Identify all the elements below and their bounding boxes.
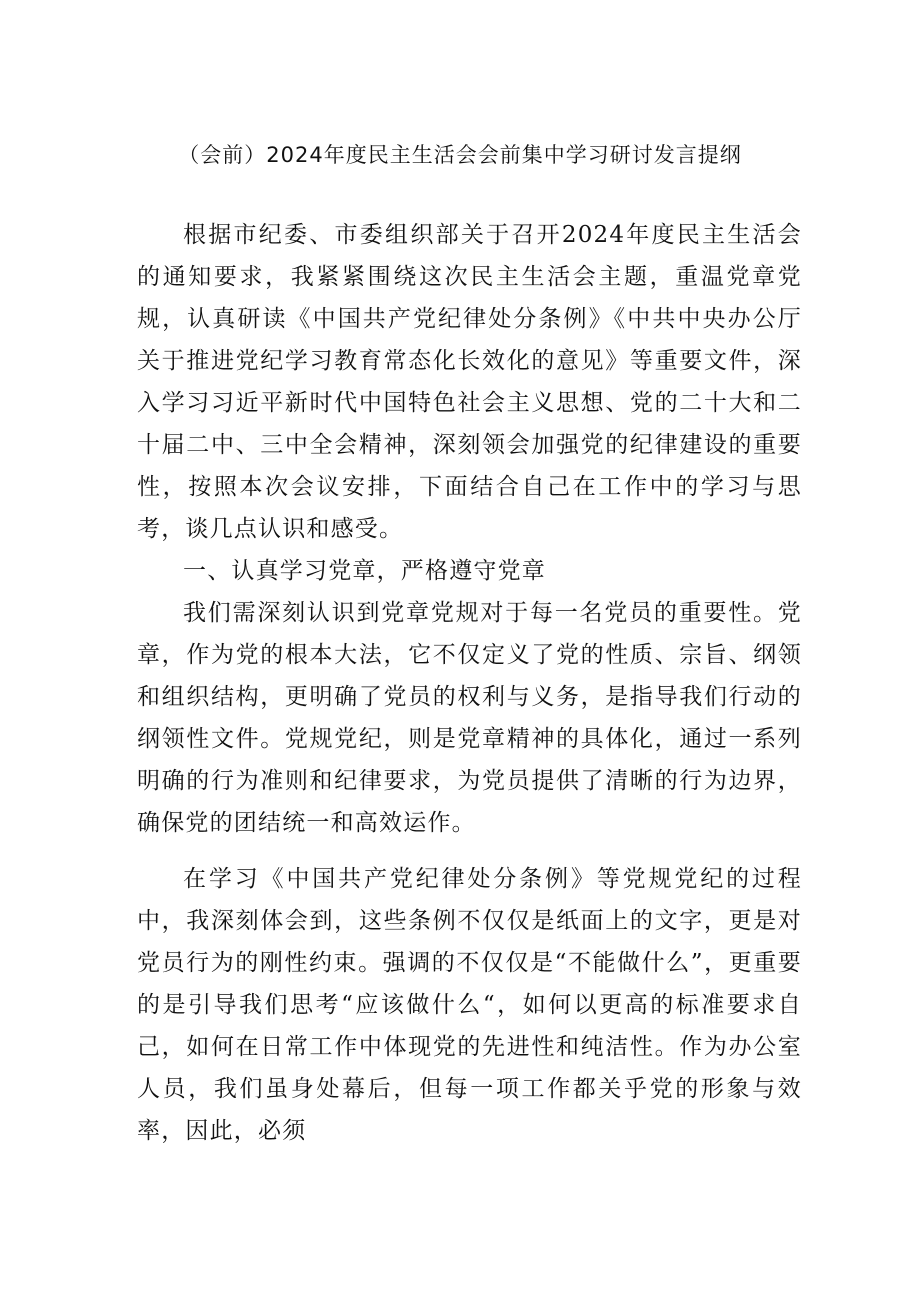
intro-paragraph: 根据市纪委、市委组织部关于召开2024年度民主生活会的通知要求，我紧紧围绕这次民主生活会主题，重温党章党规，认真研读《中国共产党纪律处分条例》《中共中央办公厅关于推进党纪学习教育常态化长效化的意见》等重要文件，深入学习习近平新时代中国特色社会主义思想、党的二十大和二十届二中、三中全会精神，深刻领会加强党的纪律建设的重要性，按照本次会议安排，下面结合自己在工作中的学习与思考，谈几点认识和感受。 xyxy=(137,222,802,542)
document-title: （会前）2024年度民主生活会会前集中学习研讨发言提纲 xyxy=(178,143,742,167)
section-heading: 一、认真学习党章，严格遵守党章 xyxy=(183,558,546,584)
body-paragraph-1: 我们需深刻认识到党章党规对于每一名党员的重要性。党章，作为党的根本大法，它不仅定义了党的性质、宗旨、纲领和组织结构，更明确了党员的权利与义务，是指导我们行动的纲领性文件。党规党纪，则是党章精神的具体化，通过一系列明确的行为准则和纪律要求，为党员提供了清晰的行为边界，确保党的团结统一和高效运作。 xyxy=(137,600,802,836)
body-paragraph-2: 在学习《中国共产党纪律处分条例》等党规党纪的过程中，我深刻体会到，这些条例不仅仅是纸面上的文字，更是对党员行为的刚性约束。强调的不仅仅是“不能做什么”，更重要的是引导我们思考“应该做什么“，如何以更高的标准要求自己，如何在日常工作中体现党的先进性和纯洁性。作为办公室人员，我们虽身处幕后，但每一项工作都关乎党的形象与效率，因此，必须 xyxy=(137,866,802,1144)
document-body xyxy=(137,214,802,1152)
